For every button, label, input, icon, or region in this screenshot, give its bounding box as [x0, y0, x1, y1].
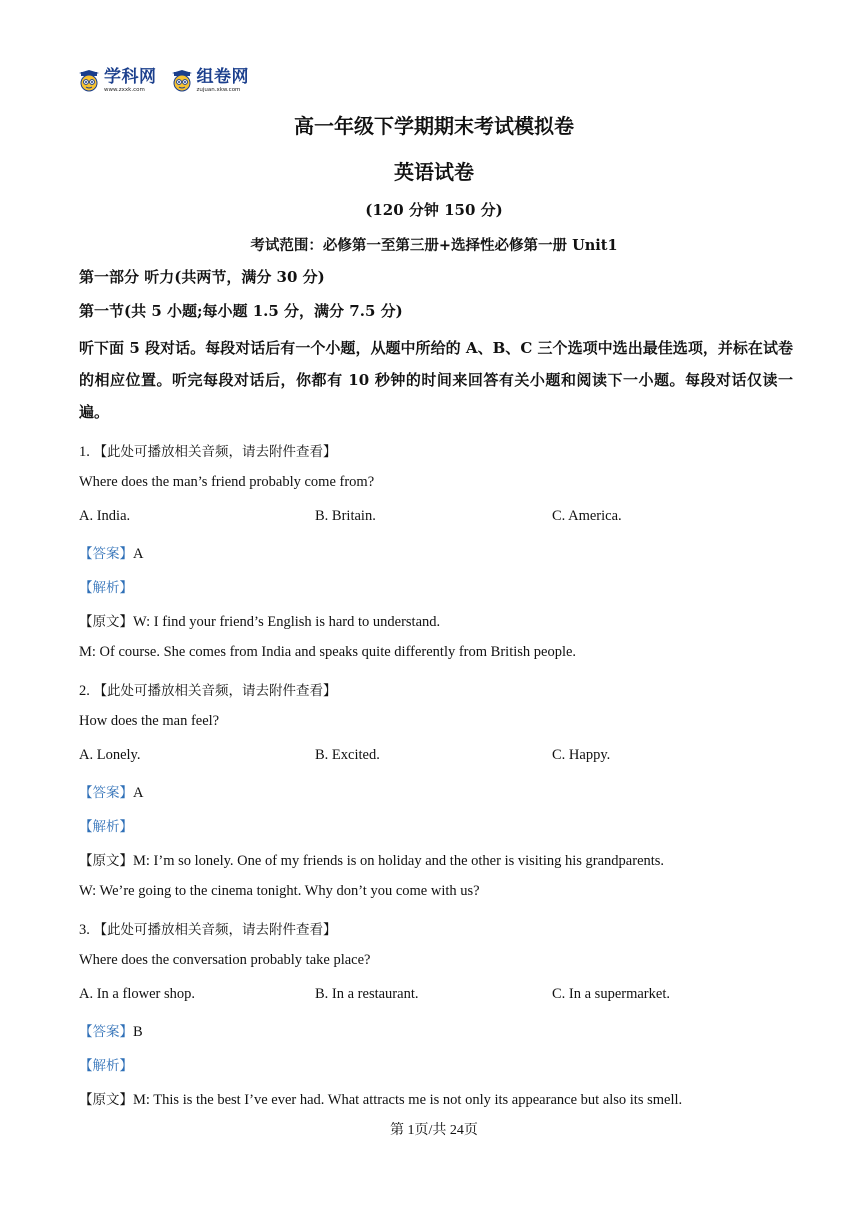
option-a: A. Lonely. — [79, 747, 141, 763]
answer-value: B — [133, 1024, 143, 1040]
answer-line — [79, 542, 143, 563]
analysis-label: 【解析】 — [79, 1058, 133, 1074]
exam-duration: (120 分钟 150 分) — [365, 201, 503, 219]
mascot-icon — [78, 70, 100, 92]
question-number: 1. — [79, 444, 90, 460]
question-text: Where does the man’s friend probably come from? — [79, 474, 375, 490]
section-heading: 第一节(共 5 小题;每小题 1.5 分，满分 7.5 分) — [79, 302, 403, 320]
subject-title: 英语试卷 — [394, 160, 474, 184]
transcript-line: M: Of course. She comes from India and speaks quite differently from British people. — [79, 644, 577, 660]
answer-value: A — [133, 785, 144, 801]
logo-name: 学科网 — [104, 66, 157, 87]
transcript-line: W: We’re going to the cinema tonight. Why don’t you come with us? — [79, 883, 480, 899]
option-b: B. Britain. — [315, 508, 376, 524]
transcript-text: M: This is the best I’ve ever had. What attracts me is not only its appearance but also its smell. — [133, 1092, 683, 1108]
original-label: 【原文】 — [79, 853, 133, 869]
option-a: A. In a flower shop. — [79, 986, 195, 1002]
original-line — [79, 1088, 682, 1109]
analysis-line — [79, 1054, 133, 1075]
question-audio-note — [79, 679, 337, 700]
analysis-label: 【解析】 — [79, 580, 133, 596]
part-heading: 第一部分 听力(共两节，满分 30 分) — [79, 268, 325, 286]
original-line — [79, 610, 440, 631]
page-number: 第 1页/共 24页 — [390, 1123, 478, 1138]
exam-title: 高一年级下学期期末考试模拟卷 — [294, 114, 574, 138]
original-line — [79, 849, 664, 870]
question-audio-note — [79, 918, 337, 939]
option-b: B. In a restaurant. — [315, 986, 419, 1002]
question-text: Where does the conversation probably take place? — [79, 952, 371, 968]
option-c: C. In a supermarket. — [552, 986, 670, 1002]
analysis-label: 【解析】 — [79, 819, 133, 835]
answer-label: 【答案】 — [79, 546, 133, 562]
question-number: 2. — [79, 683, 90, 699]
answer-line — [79, 781, 143, 802]
question-number: 3. — [79, 922, 90, 938]
logo-name: 组卷网 — [196, 66, 249, 87]
listening-instructions: 听下面 5 段对话。每段对话后有一个小题，从题中所给的 A、B、C 三个选项中选出最佳选项，并标在试卷的相应位置。听完每段对话后，你都有 10 秒钟的时间来回答有关小题和阅读下一小题。每段对话仅读一遍。 — [79, 339, 793, 421]
option-c: C. Happy. — [552, 747, 611, 763]
transcript-text: W: I find your friend’s English is hard to understand. — [133, 614, 441, 630]
answer-label: 【答案】 — [79, 1024, 133, 1040]
option-a: A. India. — [79, 508, 131, 524]
question-audio-note — [79, 440, 337, 461]
mascot-icon — [171, 70, 193, 92]
header-logos — [78, 66, 249, 96]
logo-url: zujuan.xkw.com — [196, 86, 241, 93]
audio-note[interactable]: 【此处可播放相关音频，请去附件查看】 — [93, 444, 337, 460]
option-b: B. Excited. — [315, 747, 380, 763]
exam-scope: 考试范围：必修第一至第三册+选择性必修第一册 Unit1 — [250, 237, 618, 254]
logo-xuekewang[interactable] — [78, 66, 157, 94]
analysis-line — [79, 576, 133, 597]
answer-value: A — [133, 546, 144, 562]
transcript-text: M: I’m so lonely. One of my friends is on holiday and the other is visiting his grandparents. — [133, 853, 665, 869]
audio-note[interactable]: 【此处可播放相关音频，请去附件查看】 — [93, 922, 337, 938]
answer-line — [79, 1020, 143, 1041]
original-label: 【原文】 — [79, 1092, 133, 1108]
logo-url: www.zxxk.com — [104, 86, 145, 93]
answer-label: 【答案】 — [79, 785, 133, 801]
question-text: How does the man feel? — [79, 713, 220, 729]
original-label: 【原文】 — [79, 614, 133, 630]
audio-note[interactable]: 【此处可播放相关音频，请去附件查看】 — [93, 683, 337, 699]
analysis-line — [79, 815, 133, 836]
logo-zujuanwang[interactable] — [171, 66, 250, 94]
option-c: C. America. — [552, 508, 622, 524]
